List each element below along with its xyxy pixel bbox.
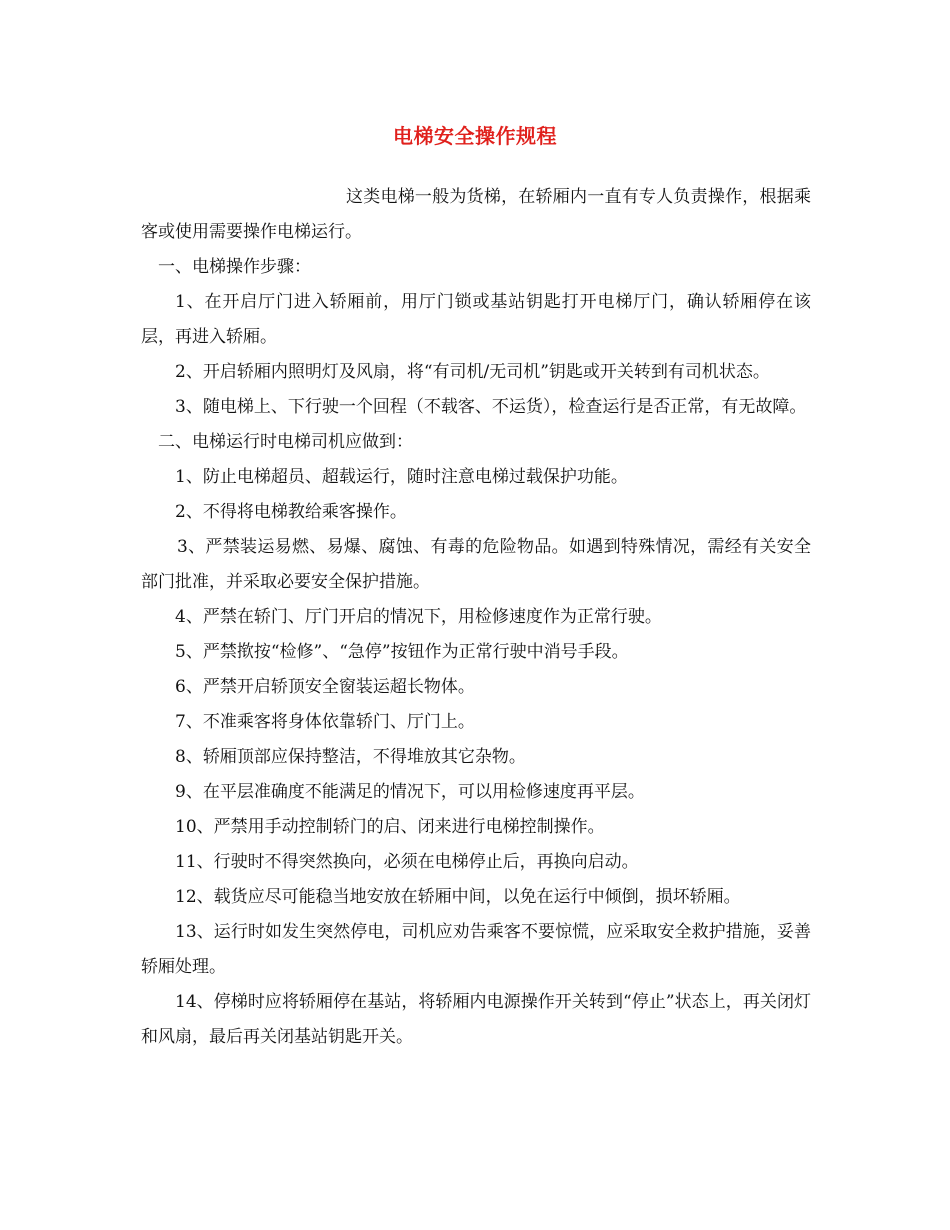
document-title: 电梯安全操作规程 <box>393 124 557 148</box>
list-item: 3、严禁装运易燃、易爆、腐蚀、有毒的危险物品。如遇到特殊情况，需经有关安全部门批准，并采取必要安全保护措施。 <box>141 537 811 592</box>
document-body <box>141 180 811 1055</box>
list-item: 11、行驶时不得突然换向，必须在电梯停止后，再换向启动。 <box>175 852 639 872</box>
list-item: 2、不得将电梯教给乘客操作。 <box>175 502 407 522</box>
list-item: 13、运行时如发生突然停电，司机应劝告乘客不要惊慌，应采取安全救护措施，妥善轿厢处理。 <box>141 922 811 977</box>
list-item: 14、停梯时应将轿厢停在基站，将轿厢内电源操作开关转到“停止”状态上，再关闭灯和风扇，最后再关闭基站钥匙开关。 <box>141 992 811 1047</box>
list-item: 10、严禁用手动控制轿门的启、闭来进行电梯控制操作。 <box>175 817 605 837</box>
list-item: 1、防止电梯超员、超载运行，随时注意电梯过载保护功能。 <box>175 467 628 487</box>
list-item: 9、在平层准确度不能满足的情况下，可以用检修速度再平层。 <box>175 782 645 802</box>
intro-paragraph: 这类电梯一般为货梯，在轿厢内一直有专人负责操作，根据乘客或使用需要操作电梯运行。 <box>141 187 811 242</box>
list-item: 1、在开启厅门进入轿厢前，用厅门锁或基站钥匙打开电梯厅门，确认轿厢停在该层，再进入轿厢。 <box>141 292 811 347</box>
list-item: 4、严禁在轿门、厅门开启的情况下，用检修速度作为正常行驶。 <box>175 607 662 627</box>
section-heading-operator-duties: 二、电梯运行时电梯司机应做到： <box>158 432 413 452</box>
section-heading-operation-steps: 一、电梯操作步骤： <box>158 257 311 277</box>
list-item: 7、不准乘客将身体依靠轿门、厅门上。 <box>175 712 475 732</box>
list-item: 5、严禁揿按“检修”、“急停”按钮作为正常行驶中消号手段。 <box>175 642 629 662</box>
list-item: 3、随电梯上、下行驶一个回程（不载客、不运货），检查运行是否正常，有无故障。 <box>175 397 807 417</box>
list-item: 12、载货应尽可能稳当地安放在轿厢中间，以免在运行中倾倒，损坏轿厢。 <box>175 887 741 907</box>
list-item: 2、开启轿厢内照明灯及风扇，将“有司机/无司机”钥匙或开关转到有司机状态。 <box>175 362 770 382</box>
list-item: 6、严禁开启轿顶安全窗装运超长物体。 <box>175 677 475 697</box>
list-item: 8、轿厢顶部应保持整洁，不得堆放其它杂物。 <box>175 747 526 767</box>
